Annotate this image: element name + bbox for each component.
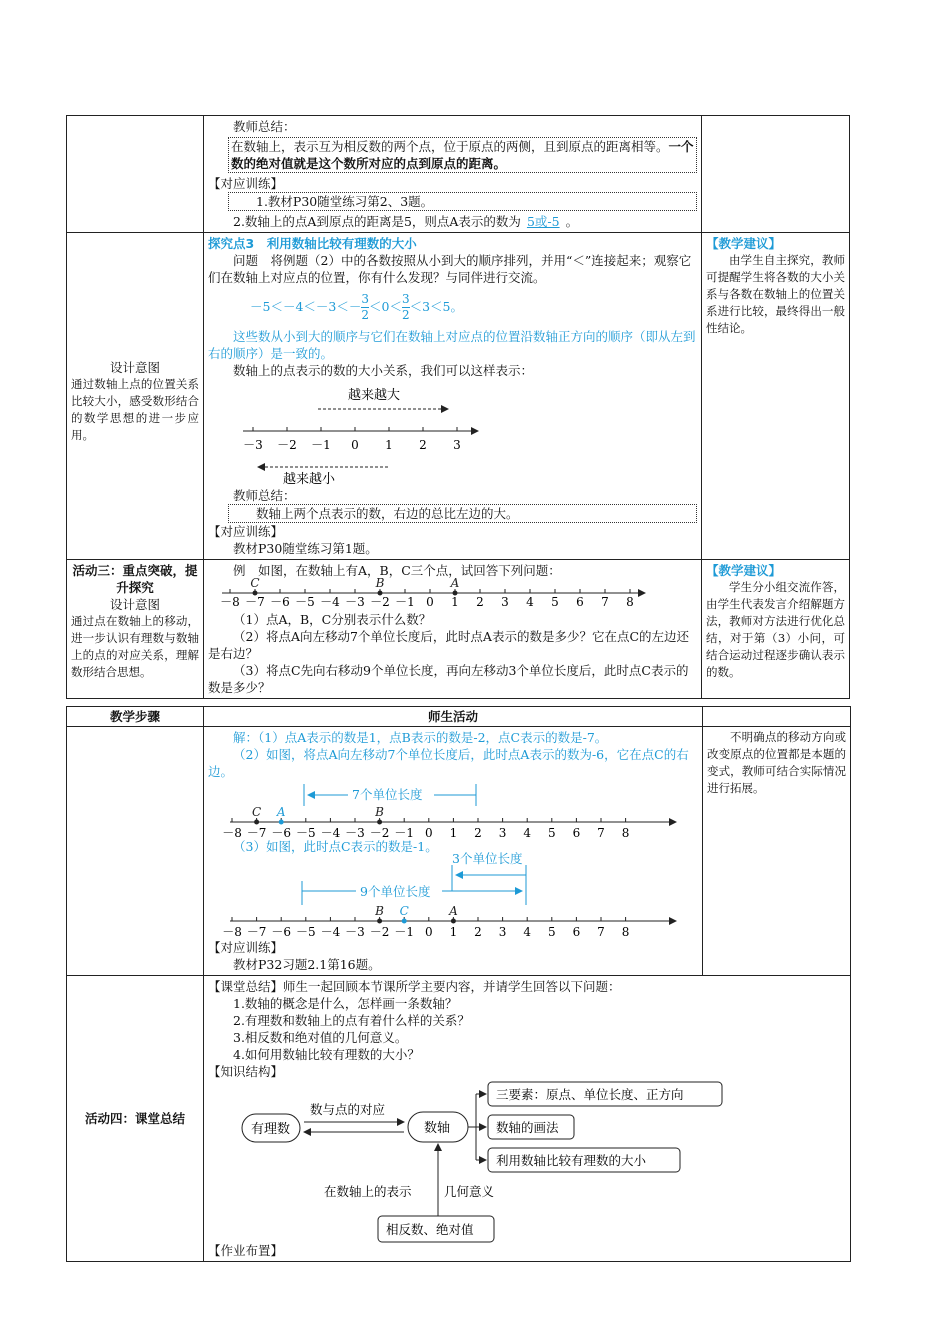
tick-label: －8	[222, 925, 242, 939]
point-a-moved	[279, 820, 284, 825]
summary-bold-text: 一个数的绝对值就是这个数所对应的点到原点的距离。	[231, 139, 694, 171]
solution-left-empty	[67, 727, 204, 976]
tick-label: －7	[246, 925, 267, 939]
activity3-cell	[67, 560, 204, 699]
tick-label: 8	[626, 595, 634, 609]
move9-label: 9个单位长度	[360, 884, 431, 899]
summary-question-3: 3.相反数和绝对值的几何意义。	[233, 1030, 408, 1045]
lesson-table-2	[66, 706, 851, 1262]
practice2-label: 【对应训练】	[208, 524, 284, 539]
activity3-sub: 设计意图	[109, 597, 160, 612]
point-c	[254, 820, 259, 825]
design-intent-cell	[67, 233, 204, 560]
point-b	[377, 820, 382, 825]
tick-label: 1	[449, 826, 458, 840]
tick-label: －3	[345, 826, 365, 840]
number-line-example	[220, 576, 660, 611]
knowledge-label: 【知识结构】	[208, 1064, 284, 1079]
tick-label: 3	[453, 438, 461, 452]
fraction-num: 3	[361, 292, 369, 306]
point-label-b: B	[375, 805, 385, 819]
solution-3: （3）如图，此时点C表示的数是-1。	[233, 839, 438, 854]
solution-cell	[204, 727, 703, 976]
summary2-box	[228, 504, 697, 523]
tick-label: －5	[295, 595, 315, 609]
number-line-solution-2	[222, 780, 698, 840]
tick-label: 5	[547, 925, 556, 939]
practice-2-prefix: 2.数轴上的点A到原点的距离是5，则点A表示的数为	[233, 214, 521, 229]
practice-2-answer: 5或-5	[526, 214, 560, 229]
geometric-label: 几何意义	[444, 1184, 495, 1199]
point-label-a-moved: A	[276, 805, 286, 819]
tip3-text: 不明确点的移动方向或改变原点的位置都是本题的变式，教师可结合实际情况进行拓展。	[707, 730, 846, 795]
fraction-2	[402, 292, 410, 323]
tick-label: －7	[245, 595, 265, 609]
lesson-table-1	[66, 115, 850, 699]
answer-text: 这些数从小到大的顺序与它们在数轴上对应点的位置沿数轴正方向的顺序（即从左到右的顺序）是一致的。	[208, 329, 696, 361]
tick-label: 0	[351, 438, 359, 452]
tick-label: 6	[572, 925, 581, 939]
homework-label: 【作业布置】	[208, 1243, 284, 1258]
practice2-text: 教材P30随堂练习第1题。	[233, 541, 378, 556]
point-label-c-moved: C	[399, 904, 409, 918]
tick-label: 6	[572, 826, 581, 840]
explore-cell	[204, 233, 702, 560]
activity3-title: 活动三：重点突破，提升探究	[72, 563, 198, 595]
larger-label: 越来越大	[348, 388, 401, 403]
point-label-b: B	[375, 576, 385, 590]
solution-1: 解：（1）点A表示的数是1，点B表示的数是-2，点C表示的数是-7。	[233, 730, 608, 745]
tick-label: 8	[621, 826, 630, 840]
summary-label: 教师总结：	[233, 119, 296, 134]
number-line-solution-3	[222, 851, 698, 939]
tick-label: 0	[426, 595, 434, 609]
tick-label: －1	[394, 925, 415, 939]
practice-label: 【对应训练】	[208, 176, 284, 191]
tick-label: 2	[474, 826, 482, 840]
tick-label: 3	[498, 925, 507, 939]
activity4-title: 活动四：课堂总结	[84, 1111, 185, 1126]
fraction-den: 2	[361, 308, 369, 322]
number-line-compare	[238, 379, 488, 487]
move7-label: 7个单位长度	[352, 787, 423, 802]
fraction-num: 3	[401, 292, 410, 306]
move3-label: 3个单位长度	[452, 851, 523, 866]
summary-question-1: 1.数轴的概念是什么，怎样画一条数轴？	[233, 996, 458, 1011]
rational-label: 有理数	[251, 1122, 291, 1137]
tick-label: 2	[474, 925, 482, 939]
practice3-text: 教材P32习题2.1第16题。	[233, 957, 381, 972]
correspond-label: 数与点的对应	[310, 1102, 386, 1117]
tick-label: 0	[424, 826, 433, 840]
tick-label: －5	[295, 925, 316, 939]
activity3-text: 通过点在数轴上的移动，进一步认识有理数与数轴上的点的对应关系，理解数形结合思想。	[71, 614, 199, 679]
tip-title: 【教学建议】	[706, 236, 782, 251]
point-b	[378, 591, 383, 596]
tick-label: 1	[449, 925, 458, 939]
summary-question-2: 2.有理数和数轴上的点有着什么样的关系？	[233, 1013, 470, 1028]
fraction-1	[361, 292, 369, 323]
point-c-moved	[402, 919, 407, 924]
design-intent-title: 设计意图	[109, 360, 160, 375]
tick-label: 6	[576, 595, 584, 609]
tick-label: 3	[498, 826, 507, 840]
tick-label: 3	[501, 595, 509, 609]
axis-label: 数轴	[424, 1121, 451, 1136]
tick-label: 4	[523, 925, 532, 939]
tick-label: 4	[523, 826, 532, 840]
tick-label: 2	[419, 438, 427, 452]
class-summary-cell	[204, 976, 851, 1262]
smaller-label: 越来越小	[283, 472, 336, 487]
question-1: （1）点A，B，C分别表示什么数？	[233, 612, 432, 627]
question-2: （2）将点A向左移动7个单位长度后，此时点A表示的数是多少？它在点C的左边还是右边？	[208, 629, 690, 661]
tick-label: －2	[370, 595, 390, 609]
tip-cell-2	[702, 560, 850, 699]
tip-cell-empty	[702, 116, 850, 233]
tick-label: －4	[320, 595, 340, 609]
summary2-text: 数轴上两个点表示的数，右边的总比左边的大。	[256, 506, 519, 521]
tip-cell-3	[703, 727, 851, 976]
drawing-label: 数轴的画法	[496, 1120, 559, 1135]
tip2-text: 学生分小组交流作答，由学生代表发言介绍解题方法，教师对方法进行优化总结，对于第（3）小问，可结合运动过程逐步确认表示的数。	[706, 580, 845, 679]
practice-2-suffix: 。	[565, 214, 579, 229]
tick-label: －2	[369, 925, 390, 939]
tick-label: －2	[369, 826, 390, 840]
question-text: 问题 将例题（2）中的各数按照从小到大的顺序排列，并用“＜”连接起来；观察它们在数轴上对应点的位置，你有什么发现？与同伴进行交流。	[208, 253, 692, 285]
tick-label: －6	[271, 826, 292, 840]
tick-label: 7	[601, 595, 609, 609]
header-step: 教学步骤	[67, 707, 204, 727]
design-intent-text: 通过数轴上点的位置关系比较大小，感受数形结合的数学思想的进一步应用。	[71, 377, 199, 442]
activity4-cell	[67, 976, 204, 1262]
tick-label: －8	[220, 595, 240, 609]
tick-label: －8	[222, 826, 242, 840]
point-a	[451, 919, 456, 924]
summary-text: 在数轴上，表示互为相反数的两个点，位于原点的两侧，且到原点的距离相等。	[231, 139, 669, 154]
practice3-label: 【对应训练】	[208, 940, 284, 955]
header-empty	[703, 707, 851, 727]
tick-label: 1	[385, 438, 393, 452]
relation-text: 数轴上的点表示的数的大小关系，我们可以这样表示：	[233, 363, 534, 378]
opp-abs-label: 相反数、绝对值	[386, 1222, 474, 1237]
tick-label: －3	[345, 925, 365, 939]
tick-label: －5	[295, 826, 316, 840]
inequality-chain	[208, 286, 697, 328]
tick-label: －4	[320, 925, 341, 939]
tick-label: 2	[476, 595, 484, 609]
point-b	[377, 919, 382, 924]
compare-label: 利用数轴比较有理数的大小	[496, 1153, 647, 1168]
three-elements-label: 三要素：原点、单位长度、正方向	[496, 1087, 684, 1102]
tick-label: 7	[597, 826, 605, 840]
tick-label: －1	[311, 438, 331, 452]
practice-item-1: 1.教材P30随堂练习第2、3题。	[256, 194, 434, 209]
ineq-part-c: ＜3＜5。	[409, 299, 463, 314]
summary2-label: 教师总结：	[233, 488, 296, 503]
tick-label: －1	[395, 595, 415, 609]
point-label-a: A	[450, 576, 460, 590]
practice-box	[228, 192, 697, 211]
summary-intro: 【课堂总结】师生一起回顾本节课所学主要内容，并请学生回答以下问题：	[208, 979, 621, 994]
question-3: （3）将点C先向右移动9个单位长度，再向左移动3个单位长度后，此时点C表示的数是多少？	[208, 663, 689, 695]
knowledge-structure-diagram	[208, 1082, 768, 1242]
example-text: 例 如图，在数轴上有A，B，C三个点，试回答下列问题：	[233, 563, 561, 578]
tick-label: 0	[424, 925, 433, 939]
ineq-part-a: －5＜－4＜－3＜－	[250, 299, 362, 314]
tick-label: 5	[551, 595, 559, 609]
tick-label: －3	[345, 595, 365, 609]
left-cell-empty	[67, 116, 204, 233]
tick-label: 4	[526, 595, 534, 609]
example-cell	[204, 560, 702, 699]
tick-label: －4	[320, 826, 341, 840]
header-activity: 师生活动	[204, 707, 703, 727]
tick-label: 1	[451, 595, 459, 609]
point-a	[453, 591, 458, 596]
point-label-c: C	[252, 805, 262, 819]
fraction-den: 2	[401, 308, 410, 322]
tick-label: －1	[394, 826, 415, 840]
tick-label: －6	[271, 925, 292, 939]
tip-text: 由学生自主探究，教师可提醒学生将各数的大小关系与各数在数轴上的位置关系进行比较，最终得出一般性结论。	[706, 253, 845, 335]
summary-cell	[204, 116, 702, 233]
point-label-b: B	[375, 904, 385, 918]
explore-heading: 探究点3 利用数轴比较有理数的大小	[208, 236, 417, 251]
ineq-part-b: ＜0＜	[369, 299, 402, 314]
practice-item-2	[208, 213, 697, 230]
point-label-c: C	[250, 576, 260, 590]
tick-label: －3	[243, 438, 263, 452]
summary-box	[228, 137, 697, 173]
point-c	[253, 591, 258, 596]
tick-label: －6	[270, 595, 290, 609]
tick-label: －2	[277, 438, 297, 452]
point-label-a: A	[449, 904, 458, 918]
tick-label: 5	[547, 826, 556, 840]
summary-question-4: 4.如何用数轴比较有理数的大小？	[233, 1047, 420, 1062]
tick-label: 7	[597, 925, 605, 939]
tick-label: 8	[621, 925, 630, 939]
tip-cell-1	[702, 233, 850, 560]
solution-2: （2）如图，将点A向左移动7个单位长度后，此时点A表示的数为-6，它在点C的右边。	[208, 747, 689, 779]
tip2-title: 【教学建议】	[706, 563, 782, 578]
represent-label: 在数轴上的表示	[324, 1184, 412, 1199]
tick-label: －7	[246, 826, 267, 840]
